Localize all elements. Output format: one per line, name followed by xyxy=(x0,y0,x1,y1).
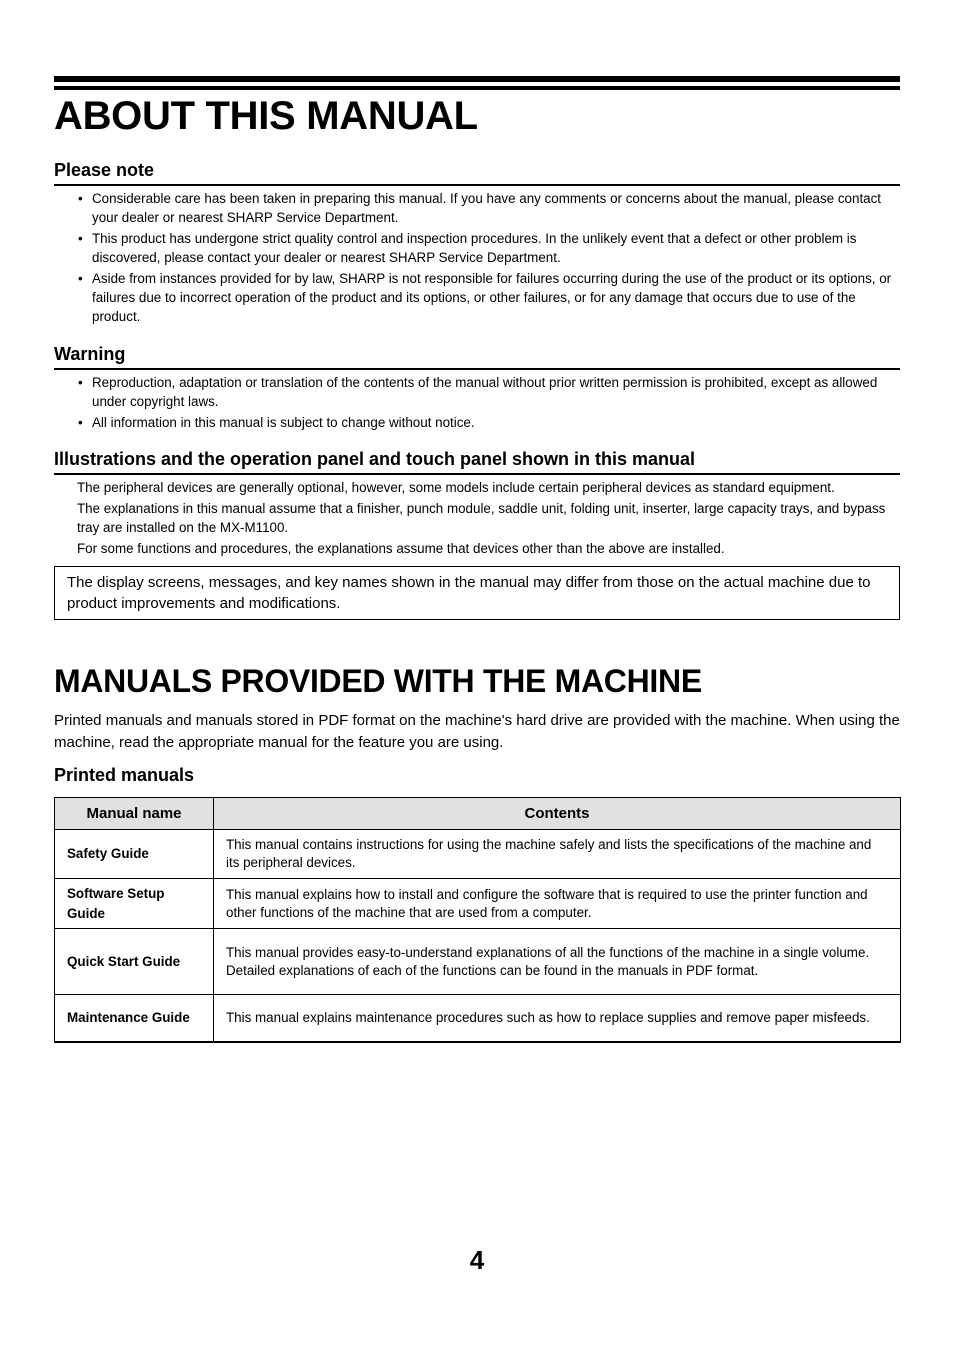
contents-cell xyxy=(214,995,901,1043)
illustrations-heading: Illustrations and the operation panel and touch panel shown in this manual xyxy=(54,450,900,475)
title-rule-thin xyxy=(54,86,900,90)
page-number: 4 xyxy=(469,1245,485,1275)
paragraph: The peripheral devices are generally optional, however, some models include certain peripheral devices as standard equipment. xyxy=(77,480,835,495)
list-item: • Considerable care has been taken in preparing this manual. If you have any comments or concerns about the manual, please contact your dealer or nearest SHARP Service Department. xyxy=(78,189,898,227)
list-item: • Aside from instances provided for by law, SHARP is not responsible for failures occurring during the use of the product or its options, or failures due to incorrect operation of the product and its options, or other failures, or for any damage that occurs due to use of the product. xyxy=(78,269,898,326)
manual-name-cell: Quick Start Guide xyxy=(55,929,214,995)
manual-name-cell: Safety Guide xyxy=(55,830,214,879)
paragraph: The explanations in this manual assume that a finisher, punch module, saddle unit, folding unit, inserter, large capacity trays, and bypass tray are installed on the MX-M1100. xyxy=(77,501,886,535)
table-header-row xyxy=(55,798,901,830)
table-row xyxy=(55,830,901,879)
table-row xyxy=(55,929,901,995)
manual-name-cell: Maintenance Guide xyxy=(55,995,214,1043)
paragraph: For some functions and procedures, the explanations assume that devices other than the above are installed. xyxy=(77,541,725,556)
contents-text: This manual provides easy-to-understand explanations of all the functions of the machine in a single volume. xyxy=(226,944,870,960)
list-item: • This product has undergone strict quality control and inspection procedures. In the unlikely event that a defect or other problem is discovered, please contact your dealer or nearest SHARP Service Department. xyxy=(78,229,898,267)
title-rule-thick xyxy=(54,76,900,82)
table-row xyxy=(55,879,901,929)
warning-heading: Warning xyxy=(54,345,900,370)
note-box: The display screens, messages, and key names shown in the manual may differ from those on the actual machine due to product improvements and modifications. xyxy=(54,566,900,620)
illustrations-paragraphs xyxy=(77,478,899,560)
contents-text: This manual contains instructions for using the machine safely and lists the specifications of the machine and its peripheral devices. xyxy=(226,837,872,870)
printed-manuals-table xyxy=(54,797,901,1043)
please-note-list xyxy=(78,189,898,328)
table-row xyxy=(55,995,901,1043)
contents-text: This manual explains maintenance procedures such as how to replace supplies and remove paper misfeeds. xyxy=(226,1010,870,1025)
contents-text: Detailed explanations of each of the functions can be found in the manuals in PDF format. xyxy=(226,962,759,978)
manuals-intro: Printed manuals and manuals stored in PDF format on the machine's hard drive are provided with the machine. When using the machine, read the appropriate manual for the feature you are using. xyxy=(54,712,900,751)
warning-list xyxy=(78,373,898,434)
printed-manuals-heading: Printed manuals xyxy=(54,765,195,785)
manual-name-cell: Software Setup Guide xyxy=(55,879,214,929)
list-item: • Reproduction, adaptation or translation of the contents of the manual without prior written permission is prohibited, except as allowed under copyright laws. xyxy=(78,373,898,411)
page-title: ABOUT THIS MANUAL xyxy=(54,94,478,138)
contents-text: This manual explains how to install and configure the software that is required to use the printer function and other functions of the machine that are used from a computer. xyxy=(226,886,868,920)
contents-cell xyxy=(214,830,901,879)
please-note-heading: Please note xyxy=(54,161,900,186)
list-item: • All information in this manual is subject to change without notice. xyxy=(78,413,898,432)
column-header-contents: Contents xyxy=(214,798,901,830)
section-title: MANUALS PROVIDED WITH THE MACHINE xyxy=(54,663,702,699)
contents-cell xyxy=(214,929,901,995)
contents-cell xyxy=(214,879,901,929)
column-header-manual-name: Manual name xyxy=(55,798,214,830)
